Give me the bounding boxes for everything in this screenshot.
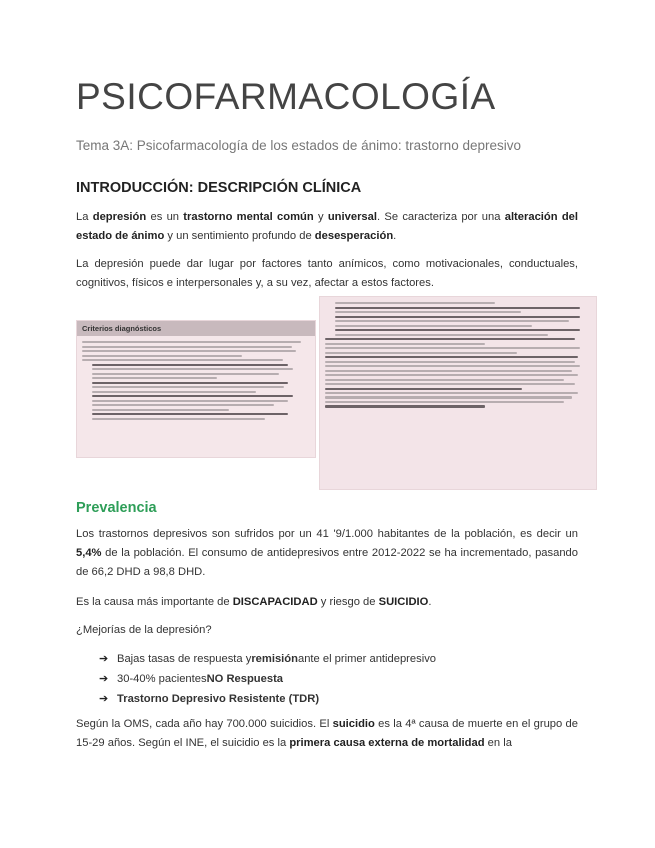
arrow-icon: ➔ [99,673,109,685]
intro-paragraph-1: La depresión es un trastorno mental común y universal. Se caracteriza por una alteración del estado de ánimo y un sentimiento profundo de desesperación. [76,211,579,242]
diagnostic-criteria-image-1 [76,320,316,458]
criteria-text-lines-2 [320,297,596,413]
document-title: PSICOFARMACOLOGÍA [76,76,496,117]
suicide-paragraph: Según la OMS, cada año hay 700.000 suicidios. El suicidio es la 4ª causa de muerte en el grupo de 15-29 años. Según el INE, el suicidio es la primera causa externa de mortalidad en la [76,718,578,749]
prevalence-paragraph-1: Los trastornos depresivos son sufridos por un 41 '9/1.000 habitantes de la población, es decir un 5,4% de la población. El consumo de antidepresivos entre 2012-2022 se ha incrementado, pasando de 66,2 DHD a 98,8 DHD. [76,528,578,578]
arrow-icon: ➔ [99,653,109,665]
intro-heading: INTRODUCCIÓN: DESCRIPCIÓN CLÍNICA [76,180,362,196]
prevalence-paragraph-2: Es la causa más importante de DISCAPACIDAD y riesgo de SUICIDIO. [76,596,432,608]
diagnostic-criteria-image-2 [319,296,597,490]
arrow-icon: ➔ [99,693,109,705]
criteria-heading: Criterios diagnósticos [77,321,315,336]
improvement-list [99,649,436,709]
criteria-text-lines [77,336,315,425]
list-item: ➔ Bajas tasas de respuesta y remisión ante el primer antidepresivo [99,649,436,669]
prevalence-heading: Prevalencia [76,500,157,516]
list-item: ➔ Trastorno Depresivo Resistente (TDR) [99,689,436,709]
list-item: ➔ 30-40% pacientes NO Respuesta [99,669,436,689]
prevalence-question: ¿Mejorías de la depresión? [76,624,212,636]
intro-paragraph-2: La depresión puede dar lugar por factores tanto anímicos, como motivacionales, conductuales, cognitivos, físicos e interpersonales y, a su vez, afectar a estos factores. [76,258,578,289]
document-subtitle: Tema 3A: Psicofarmacología de los estados de ánimo: trastorno depresivo [76,138,521,153]
